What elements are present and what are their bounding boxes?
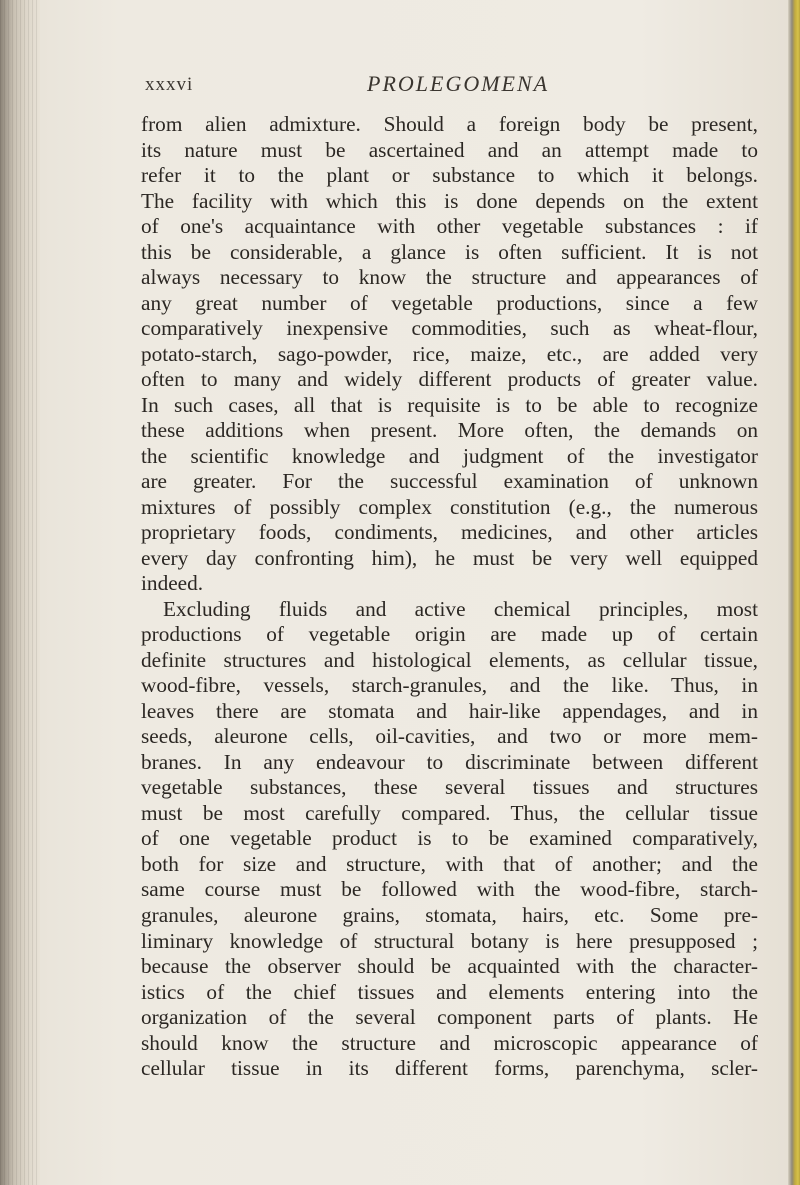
text-line: liminary knowledge of structural botany is here presupposed ;	[141, 928, 758, 953]
text-line: comparatively inexpensive commodities, such as wheat-flour,	[141, 316, 758, 341]
text-line: productions of vegetable origin are made up of certain	[141, 622, 758, 647]
text-line: istics of the chief tissues and elements entering into the	[141, 979, 758, 1004]
page-edge-stack	[788, 0, 800, 1185]
text-line: vegetable substances, these several tissues and structures	[141, 775, 758, 800]
text-line: should know the structure and microscopic appearance of	[141, 1030, 758, 1055]
text-line: organization of the several component parts of plants. He	[141, 1005, 758, 1030]
text-line: both for size and structure, with that of another; and the	[141, 851, 758, 876]
text-line: leaves there are stomata and hair-like appendages, and in	[141, 698, 758, 723]
text-line: branes. In any endeavour to discriminate between different	[141, 749, 758, 774]
running-head	[145, 71, 745, 104]
text-line: this be considerable, a glance is often sufficient. It is not	[141, 239, 758, 264]
body-text	[141, 112, 758, 1082]
text-line: often to many and widely different products of greater value.	[141, 367, 758, 392]
text-line: are greater. For the successful examination of unknown	[141, 469, 758, 494]
text-line: these additions when present. More often, the demands on	[141, 418, 758, 443]
text-line: granules, aleurone grains, stomata, hairs, etc. Some pre-	[141, 902, 758, 927]
text-line: wood-fibre, vessels, starch-granules, and the like. Thus, in	[141, 673, 758, 698]
text-line: the scientific knowledge and judgment of the investigator	[141, 443, 758, 468]
text-line: from alien admixture. Should a foreign body be present,	[141, 112, 758, 136]
text-line: potato-starch, sago-powder, rice, maize, etc., are added very	[141, 341, 758, 366]
text-line: every day confronting him), he must be very well equipped	[141, 545, 758, 570]
text-line: must be most carefully compared. Thus, the cellular tissue	[141, 800, 758, 825]
text-line: seeds, aleurone cells, oil-cavities, and two or more mem-	[141, 724, 758, 749]
paragraph-end-line: indeed.	[141, 571, 204, 596]
text-line: In such cases, all that is requisite is to be able to recognize	[141, 392, 758, 417]
page-number: xxxvi	[145, 74, 194, 95]
text-line: same course must be followed with the wood-fibre, starch-	[141, 877, 758, 902]
text-line: proprietary foods, condiments, medicines, and other articles	[141, 520, 758, 545]
text-line: its nature must be ascertained and an attempt made to	[141, 137, 758, 162]
text-line: because the observer should be acquainted with the character-	[141, 954, 758, 979]
text-line: definite structures and histological elements, as cellular tissue,	[141, 647, 758, 672]
running-head-title: PROLEGOMENA	[367, 71, 550, 96]
text-line: refer it to the plant or substance to which it belongs.	[141, 163, 758, 188]
text-line: any great number of vegetable productions, since a few	[141, 290, 758, 315]
text-line: The facility with which this is done depends on the extent	[141, 188, 758, 213]
book-binding-edge	[0, 0, 40, 1185]
text-line: always necessary to know the structure and appearances of	[141, 265, 758, 290]
paragraph-start-line: Excluding fluids and active chemical principles, most	[163, 596, 758, 621]
text-line: of one vegetable product is to be examined comparatively,	[141, 826, 758, 851]
text-line: mixtures of possibly complex constitution (e.g., the numerous	[141, 494, 758, 519]
text-line: of one's acquaintance with other vegetable substances : if	[141, 214, 758, 239]
text-line: cellular tissue in its different forms, parenchyma, scler-	[141, 1056, 758, 1081]
